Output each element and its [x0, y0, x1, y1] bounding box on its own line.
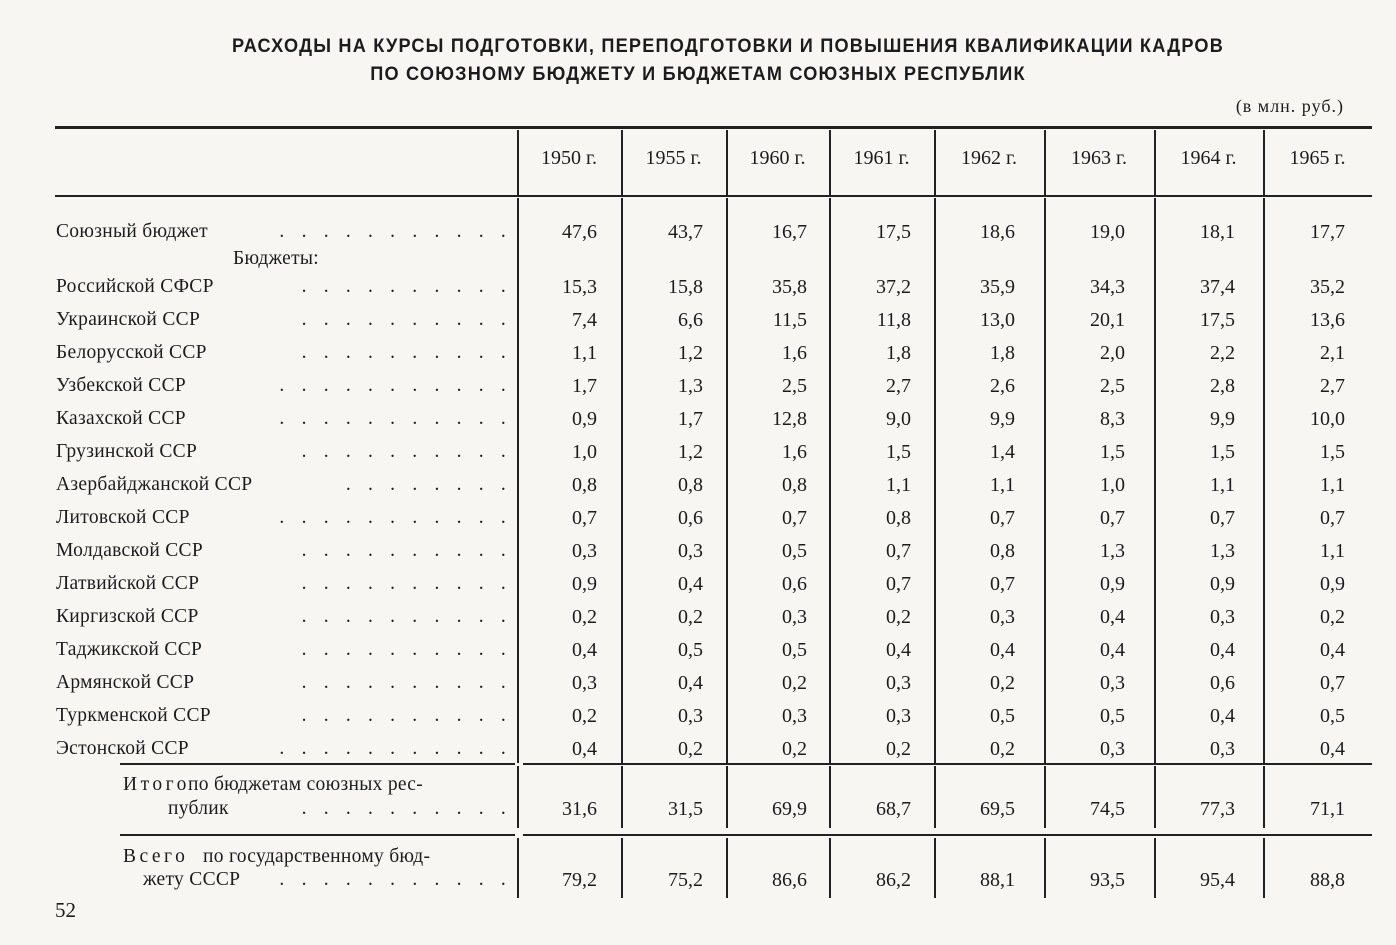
- table-cell-value: 9,0: [886, 408, 911, 430]
- table-cell-value: 1,1: [1320, 540, 1345, 562]
- table-cell-value: 1,8: [990, 342, 1015, 364]
- table-cell-value: 12,8: [772, 408, 807, 430]
- column-divider: [1044, 838, 1046, 898]
- table-cell-value: 2,2: [1210, 342, 1235, 364]
- table-cell-value: 0,3: [678, 540, 703, 562]
- column-divider: [1044, 198, 1046, 763]
- table-cell-value: 0,2: [886, 738, 911, 760]
- table-cell-value: 0,5: [782, 540, 807, 562]
- table-cell-value: 77,3: [1200, 798, 1235, 820]
- table-cell-value: 47,6: [562, 221, 597, 243]
- leader-dots: . . . . . . . . . .: [301, 705, 512, 726]
- table-cell-value: 1,0: [572, 441, 597, 463]
- table-cell-value: 16,7: [772, 221, 807, 243]
- table-cell-value: 0,3: [572, 540, 597, 562]
- table-cell-value: 11,8: [876, 309, 911, 331]
- table-cell-value: 88,8: [1310, 869, 1345, 891]
- table-cell-value: 35,9: [980, 276, 1015, 298]
- table-cell-value: 13,6: [1310, 309, 1345, 331]
- table-cell-value: 0,9: [572, 408, 597, 430]
- table-cell-value: 31,5: [668, 798, 703, 820]
- column-divider: [1263, 198, 1265, 763]
- row-label: Литовской ССР: [56, 507, 190, 528]
- column-divider: [1263, 838, 1265, 898]
- column-divider: [1154, 766, 1156, 828]
- column-divider: [621, 838, 623, 898]
- table-cell-value: 0,3: [990, 606, 1015, 628]
- column-header: 1955 г.: [645, 147, 702, 169]
- table-cell-value: 7,4: [572, 309, 597, 331]
- table-cell-value: 0,3: [886, 705, 911, 727]
- table-cell-value: 75,2: [668, 869, 703, 891]
- table-cell-value: 1,5: [886, 441, 911, 463]
- table-cell-value: 0,5: [1100, 705, 1125, 727]
- table-cell-value: 1,5: [1100, 441, 1125, 463]
- leader-dots: . . . . . . . . . .: [301, 798, 512, 819]
- table-cell-value: 2,6: [990, 375, 1015, 397]
- table-cell-value: 0,8: [990, 540, 1015, 562]
- leader-dots: . . . . . . . . . . .: [279, 869, 512, 890]
- column-header: 1964 г.: [1180, 147, 1237, 169]
- leader-dots: . . . . . . . .: [345, 474, 512, 495]
- top-rule: [55, 126, 1372, 129]
- column-divider: [1263, 766, 1265, 828]
- table-cell-value: 68,7: [876, 798, 911, 820]
- leader-dots: . . . . . . . . . .: [301, 309, 512, 330]
- table-cell-value: 2,7: [886, 375, 911, 397]
- leader-dots: . . . . . . . . . .: [301, 441, 512, 462]
- column-divider: [517, 838, 519, 898]
- column-header: 1962 г.: [961, 147, 1017, 169]
- table-cell-value: 1,5: [1210, 441, 1235, 463]
- table-cell-value: 1,2: [678, 342, 703, 364]
- table-cell-value: 19,0: [1090, 221, 1125, 243]
- row-label: Туркменской ССР: [56, 705, 211, 726]
- leader-dots: . . . . . . . . . .: [301, 540, 512, 561]
- table-cell-value: 13,0: [980, 309, 1015, 331]
- table-cell-value: 69,5: [980, 798, 1015, 820]
- leader-dots: . . . . . . . . . . .: [279, 375, 512, 396]
- table-cell-value: 0,7: [1320, 507, 1345, 529]
- total-separator-rule: [523, 763, 1372, 765]
- table-cell-value: 37,2: [876, 276, 911, 298]
- table-cell-value: 0,7: [886, 540, 911, 562]
- column-divider: [1154, 838, 1156, 898]
- table-cell-value: 0,3: [1210, 606, 1235, 628]
- leader-dots: . . . . . . . . . . .: [279, 507, 512, 528]
- table-cell-value: 11,5: [772, 309, 807, 331]
- table-cell-value: 1,3: [1100, 540, 1125, 562]
- table-cell-value: 0,2: [678, 606, 703, 628]
- row-label: Киргизской ССР: [56, 606, 199, 627]
- total-label-line-1: по государственному бюд-: [203, 846, 431, 867]
- table-cell-value: 0,8: [886, 507, 911, 529]
- table-cell-value: 1,3: [678, 375, 703, 397]
- column-header: 1960 г.: [749, 147, 806, 169]
- table-title-line-1: РАСХОДЫ НА КУРСЫ ПОДГОТОВКИ, ПЕРЕПОДГОТОВКИ И ПОВЫШЕНИЯ КВАЛИФИКАЦИИ КАДРОВ: [231, 35, 1225, 57]
- column-divider: [621, 198, 623, 763]
- table-cell-value: 35,8: [772, 276, 807, 298]
- table-cell-value: 0,4: [678, 672, 703, 694]
- table-cell-value: 0,4: [990, 639, 1015, 661]
- leader-dots: . . . . . . . . . .: [301, 573, 512, 594]
- row-label: Белорусской ССР: [56, 342, 207, 363]
- leader-dots: . . . . . . . . . .: [301, 639, 512, 660]
- table-cell-value: 0,4: [1210, 639, 1235, 661]
- column-header: 1961 г.: [853, 147, 910, 169]
- table-cell-value: 74,5: [1090, 798, 1125, 820]
- column-divider: [1154, 198, 1156, 763]
- total-separator-rule: [120, 763, 515, 765]
- table-cell-value: 1,1: [1210, 474, 1235, 496]
- table-cell-value: 0,8: [782, 474, 807, 496]
- table-cell-value: 1,3: [1210, 540, 1235, 562]
- leader-dots: . . . . . . . . . .: [301, 606, 512, 627]
- table-cell-value: 15,8: [668, 276, 703, 298]
- row-label: Таджикской ССР: [56, 639, 203, 660]
- table-cell-value: 20,1: [1090, 309, 1125, 331]
- table-cell-value: 0,7: [886, 573, 911, 595]
- table-cell-value: 0,3: [1100, 738, 1125, 760]
- total-label-line-1: по бюджетам союзных рес-: [188, 774, 424, 795]
- table-cell-value: 71,1: [1310, 798, 1345, 820]
- table-cell-value: 0,9: [572, 573, 597, 595]
- table-cell-value: 86,2: [876, 869, 911, 891]
- total-label-line-2: публик: [168, 798, 229, 819]
- leader-dots: . . . . . . . . . . .: [279, 221, 512, 242]
- table-cell-value: 0,2: [886, 606, 911, 628]
- table-cell-value: 1,1: [990, 474, 1015, 496]
- row-label: Грузинской ССР: [56, 441, 198, 462]
- table-cell-value: 1,6: [782, 342, 807, 364]
- table-cell-value: 1,7: [678, 408, 703, 430]
- table-cell-value: 17,5: [876, 221, 911, 243]
- table-cell-value: 0,4: [886, 639, 911, 661]
- table-cell-value: 0,9: [1100, 573, 1125, 595]
- table-cell-value: 0,3: [1210, 738, 1235, 760]
- table-cell-value: 2,5: [782, 375, 807, 397]
- row-label: Эстонской ССР: [56, 738, 189, 759]
- row-label: Российской СФСР: [56, 276, 214, 297]
- header-bottom-rule: [55, 195, 1372, 197]
- table-cell-value: 0,3: [1100, 672, 1125, 694]
- total-separator-rule: [120, 834, 515, 836]
- table-cell-value: 0,3: [886, 672, 911, 694]
- table-cell-value: 0,6: [1210, 672, 1235, 694]
- column-divider: [934, 198, 936, 763]
- table-cell-value: 1,2: [678, 441, 703, 463]
- column-header: 1963 г.: [1071, 147, 1127, 169]
- table-cell-value: 1,1: [1320, 474, 1345, 496]
- table-cell-value: 69,9: [772, 798, 807, 820]
- table-cell-value: 0,9: [1210, 573, 1235, 595]
- table-cell-value: 0,2: [572, 606, 597, 628]
- table-cell-value: 1,8: [886, 342, 911, 364]
- table-cell-value: 0,2: [990, 672, 1015, 694]
- table-cell-value: 0,4: [1320, 738, 1345, 760]
- column-divider: [1044, 766, 1046, 828]
- table-cell-value: 2,5: [1100, 375, 1125, 397]
- table-cell-value: 0,5: [1320, 705, 1345, 727]
- table-cell-value: 95,4: [1200, 869, 1235, 891]
- table-title-line-2: ПО СОЮЗНОМУ БЮДЖЕТУ И БЮДЖЕТАМ СОЮЗНЫХ РЕСПУБЛИК: [370, 63, 1026, 85]
- table-cell-value: 0,2: [1320, 606, 1345, 628]
- table-cell-value: 0,4: [1210, 705, 1235, 727]
- table-cell-value: 2,7: [1320, 375, 1345, 397]
- column-divider: [621, 766, 623, 828]
- table-cell-value: 0,6: [678, 507, 703, 529]
- table-cell-value: 18,6: [980, 221, 1015, 243]
- table-cell-value: 2,1: [1320, 342, 1345, 364]
- table-cell-value: 17,5: [1200, 309, 1235, 331]
- leader-dots: . . . . . . . . . .: [301, 342, 512, 363]
- table-cell-value: 31,6: [562, 798, 597, 820]
- table-cell-value: 1,1: [886, 474, 911, 496]
- total-label-prefix: Итого: [123, 774, 190, 795]
- table-cell-value: 0,2: [678, 738, 703, 760]
- table-cell-value: 0,2: [572, 705, 597, 727]
- subheading-budgets: Бюджеты:: [233, 248, 320, 269]
- table-cell-value: 0,2: [990, 738, 1015, 760]
- row-label: Азербайджанской ССР: [56, 474, 253, 495]
- table-cell-value: 10,0: [1310, 408, 1345, 430]
- table-cell-value: 0,7: [572, 507, 597, 529]
- table-cell-value: 0,9: [1320, 573, 1345, 595]
- table-cell-value: 9,9: [990, 408, 1015, 430]
- table-cell-value: 34,3: [1090, 276, 1125, 298]
- table-cell-value: 1,7: [572, 375, 597, 397]
- table-cell-value: 2,0: [1100, 342, 1125, 364]
- table-cell-value: 9,9: [1210, 408, 1235, 430]
- table-cell-value: 37,4: [1200, 276, 1235, 298]
- table-cell-value: 0,7: [1100, 507, 1125, 529]
- column-header: 1965 г.: [1289, 147, 1346, 169]
- leader-dots: . . . . . . . . . .: [301, 276, 512, 297]
- row-label: Союзный бюджет: [56, 221, 208, 242]
- table-cell-value: 6,6: [678, 309, 703, 331]
- table-cell-value: 0,2: [782, 738, 807, 760]
- table-cell-value: 0,3: [782, 705, 807, 727]
- table-cell-value: 0,7: [782, 507, 807, 529]
- table-cell-value: 0,3: [678, 705, 703, 727]
- table-cell-value: 86,6: [772, 869, 807, 891]
- column-divider: [726, 766, 728, 828]
- column-divider: [517, 766, 519, 828]
- column-divider: [726, 838, 728, 898]
- column-divider: [726, 198, 728, 763]
- table-cell-value: 0,6: [782, 573, 807, 595]
- table-cell-value: 0,3: [572, 672, 597, 694]
- table-cell-value: 0,5: [678, 639, 703, 661]
- leader-dots: . . . . . . . . . .: [301, 672, 512, 693]
- table-cell-value: 15,3: [562, 276, 597, 298]
- row-label: Узбекской ССР: [56, 375, 187, 396]
- table-cell-value: 0,4: [1100, 606, 1125, 628]
- unit-note: (в млн. руб.): [1235, 96, 1344, 116]
- table-cell-value: 1,5: [1320, 441, 1345, 463]
- row-label: Латвийской ССР: [56, 573, 200, 594]
- table-cell-value: 0,8: [572, 474, 597, 496]
- row-label: Армянской ССР: [56, 672, 195, 693]
- table-cell-value: 0,7: [1210, 507, 1235, 529]
- table-cell-value: 88,1: [980, 869, 1015, 891]
- column-divider: [829, 838, 831, 898]
- table-cell-value: 0,4: [1320, 639, 1345, 661]
- total-label-prefix: Всего: [123, 846, 189, 867]
- table-cell-value: 18,1: [1200, 221, 1235, 243]
- column-divider: [829, 766, 831, 828]
- table-cell-value: 0,4: [572, 738, 597, 760]
- table-cell-value: 0,7: [990, 507, 1015, 529]
- table-cell-value: 0,5: [782, 639, 807, 661]
- row-label: Молдавской ССР: [56, 540, 204, 561]
- table-cell-value: 0,4: [1100, 639, 1125, 661]
- table-cell-value: 0,4: [678, 573, 703, 595]
- column-header: 1950 г.: [541, 147, 597, 169]
- table-cell-value: 1,0: [1100, 474, 1125, 496]
- column-divider: [934, 838, 936, 898]
- table-cell-value: 1,6: [782, 441, 807, 463]
- table-cell-value: 0,8: [678, 474, 703, 496]
- table-cell-value: 0,5: [990, 705, 1015, 727]
- leader-dots: . . . . . . . . . . .: [279, 738, 512, 759]
- row-label: Украинской ССР: [56, 309, 201, 330]
- table-cell-value: 0,2: [782, 672, 807, 694]
- column-divider: [517, 198, 519, 763]
- table-cell-value: 8,3: [1100, 408, 1125, 430]
- table-cell-value: 79,2: [562, 869, 597, 891]
- table-cell-value: 0,7: [990, 573, 1015, 595]
- table-cell-value: 0,4: [572, 639, 597, 661]
- table-cell-value: 93,5: [1090, 869, 1125, 891]
- table-cell-value: 35,2: [1310, 276, 1345, 298]
- table-cell-value: 1,4: [990, 441, 1015, 463]
- page-number: 52: [55, 898, 76, 922]
- table-cell-value: 43,7: [668, 221, 703, 243]
- table-cell-value: 17,7: [1310, 221, 1345, 243]
- total-separator-rule: [523, 834, 1372, 836]
- leader-dots: . . . . . . . . . . .: [279, 408, 512, 429]
- table-cell-value: 0,7: [1320, 672, 1345, 694]
- row-label: Казахской ССР: [56, 408, 186, 429]
- table-cell-value: 0,3: [782, 606, 807, 628]
- total-label-line-2: жету СССР: [143, 869, 241, 890]
- column-divider: [934, 766, 936, 828]
- table-cell-value: 1,1: [572, 342, 597, 364]
- table-cell-value: 2,8: [1210, 375, 1235, 397]
- column-divider: [829, 198, 831, 763]
